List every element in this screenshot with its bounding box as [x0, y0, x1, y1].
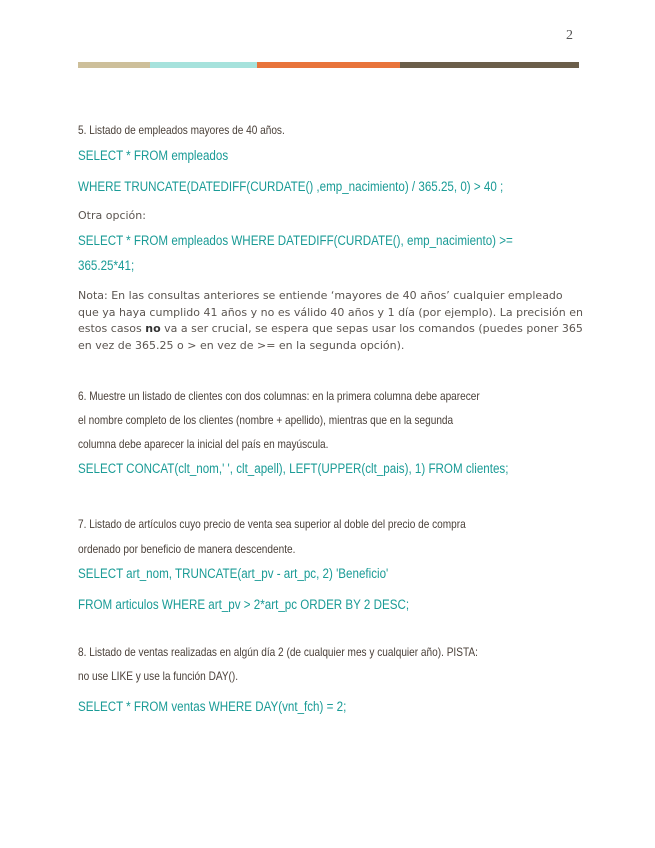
- q8-heading-line-2: no use LIKE y use la función DAY().: [78, 669, 239, 683]
- q5-note: [78, 288, 583, 354]
- q8-sql-line-1: SELECT * FROM ventas WHERE DAY(vnt_fch) = 2;: [78, 699, 347, 714]
- q5-alt-sql-line-2: 365.25*41;: [78, 258, 135, 273]
- q5-heading: 5. Listado de empleados mayores de 40 años.: [78, 123, 285, 137]
- q5-sql-line-1: SELECT * FROM empleados: [78, 148, 229, 163]
- q5-sql-line-2: WHERE TRUNCATE(DATEDIFF(CURDATE() ,emp_nacimiento) / 365.25, 0) > 40 ;: [78, 179, 504, 194]
- q5-note-part-1: Nota: En las consultas anteriores se entiende ‘mayores de 40 años’ cualquier empleado que ya haya cumplido 41 años y no es válido 40 años y 1 día (por ejemplo). La precisión en estos casos: [78, 289, 583, 336]
- q6-heading-line-3: columna debe aparecer la inicial del país en mayúscula.: [78, 437, 329, 451]
- bar-segment-orange: [257, 62, 400, 68]
- q8-heading-line-1: 8. Listado de ventas realizadas en algún día 2 (de cualquier mes y cualquier año). PISTA:: [78, 645, 478, 659]
- q5-note-part-2: va a ser crucial, se espera que sepas usar los comandos (puedes poner 365 en vez de 365.25 o > en vez de >= en la segunda opción).: [78, 322, 583, 352]
- q7-sql-line-2: FROM articulos WHERE art_pv > 2*art_pc ORDER BY 2 DESC;: [78, 597, 410, 612]
- bar-segment-beige: [78, 62, 150, 68]
- q6-sql-line-1: SELECT CONCAT(clt_nom,' ', clt_apell), LEFT(UPPER(clt_pais), 1) FROM clientes;: [78, 461, 509, 476]
- q5-note-bold: no: [145, 322, 161, 336]
- page-number: 2: [566, 28, 573, 43]
- bar-segment-brown: [400, 62, 579, 68]
- q7-heading-line-2: ordenado por beneficio de manera descendente.: [78, 542, 296, 556]
- q7-sql-line-1: SELECT art_nom, TRUNCATE(art_pv - art_pc, 2) 'Beneficio': [78, 566, 389, 581]
- header-color-bar: [78, 62, 579, 68]
- q6-heading-line-1: 6. Muestre un listado de clientes con dos columnas: en la primera columna debe aparecer: [78, 389, 480, 403]
- q6-heading-line-2: el nombre completo de los clientes (nombre + apellido), mientras que en la segunda: [78, 413, 454, 427]
- q5-alt-label: Otra opción:: [78, 209, 146, 222]
- bar-segment-teal: [150, 62, 257, 68]
- q5-alt-sql-line-1: SELECT * FROM empleados WHERE DATEDIFF(CURDATE(), emp_nacimiento) >=: [78, 233, 513, 248]
- q7-heading-line-1: 7. Listado de artículos cuyo precio de venta sea superior al doble del precio de compra: [78, 517, 466, 531]
